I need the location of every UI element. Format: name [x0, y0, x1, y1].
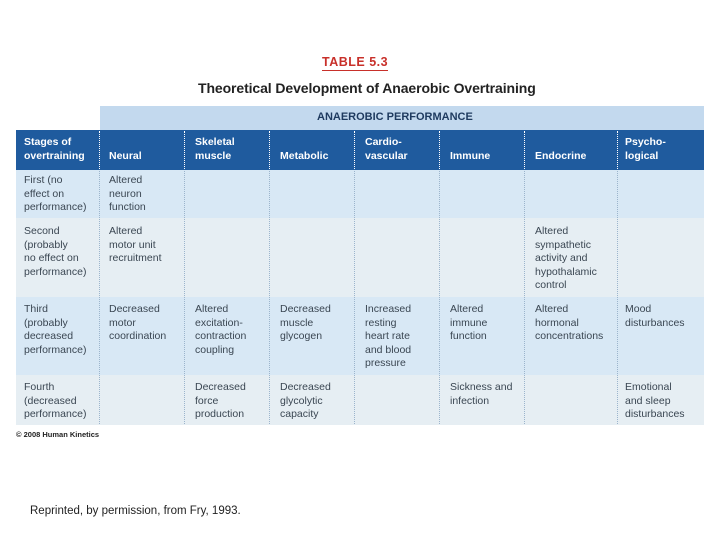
column-header-endocrine: Endocrine — [535, 150, 587, 162]
copyright-notice: © 2008 Human Kinetics — [16, 430, 100, 439]
column-divider — [439, 171, 440, 424]
header-row — [16, 130, 704, 170]
table-cell: Altered hormonal concentrations — [535, 303, 604, 342]
column-header-neural: Neural — [109, 150, 142, 162]
table-cell: Decreased force production — [195, 381, 246, 420]
table-cell: First (no effect on performance) — [24, 174, 87, 213]
table-cell: Altered sympathetic activity and hypothalamic control — [535, 225, 597, 291]
column-divider — [354, 171, 355, 424]
column-divider — [184, 131, 185, 169]
column-header-stages: Stages of overtraining — [24, 136, 85, 162]
table-cell: Emotional and sleep disturbances — [625, 381, 685, 420]
column-divider — [524, 131, 525, 169]
column-divider — [269, 171, 270, 424]
table-cell: Decreased motor coordination — [109, 303, 167, 342]
table-row — [16, 170, 704, 218]
table-title: Theoretical Development of Anaerobic Overtraining — [198, 80, 536, 96]
column-divider — [524, 171, 525, 424]
column-divider — [184, 171, 185, 424]
column-divider — [617, 131, 618, 169]
table-cell: Decreased muscle glycogen — [280, 303, 331, 342]
table-cell: Sickness and infection — [450, 381, 513, 407]
performance-banner — [100, 106, 704, 130]
performance-banner-label: ANAEROBIC PERFORMANCE — [317, 111, 473, 123]
column-header-metabolic: Metabolic — [280, 150, 329, 162]
table-cell: Third (probably decreased performance) — [24, 303, 87, 356]
column-divider — [99, 131, 100, 169]
table-cell: Mood disturbances — [625, 303, 685, 329]
column-header-immune: Immune — [450, 150, 491, 162]
table-cell: Altered excitation- contraction coupling — [195, 303, 247, 356]
table-cell: Altered immune function — [450, 303, 488, 342]
table-label: TABLE 5.3 — [322, 55, 389, 69]
table-row — [16, 375, 704, 425]
column-divider — [354, 131, 355, 169]
column-divider — [439, 131, 440, 169]
table-row — [16, 297, 704, 375]
column-divider — [617, 171, 618, 424]
table-cell: Increased resting heart rate and blood pressure — [365, 303, 412, 369]
column-divider — [269, 131, 270, 169]
table-cell: Second (probably no effect on performance) — [24, 225, 87, 278]
column-header-cardiovascular: Cardio- vascular — [365, 136, 408, 162]
column-divider — [99, 171, 100, 424]
table-cell: Altered neuron function — [109, 174, 146, 213]
table-cell: Fourth (decreased performance) — [24, 381, 87, 420]
table-cell: Altered motor unit recruitment — [109, 225, 162, 264]
table-row — [16, 218, 704, 297]
column-header-skeletal-muscle: Skeletal muscle — [195, 136, 235, 162]
table-cell: Decreased glycolytic capacity — [280, 381, 331, 420]
footer-note: Reprinted, by permission, from Fry, 1993. — [30, 505, 241, 517]
column-header-psychological: Psycho- logical — [625, 136, 666, 162]
